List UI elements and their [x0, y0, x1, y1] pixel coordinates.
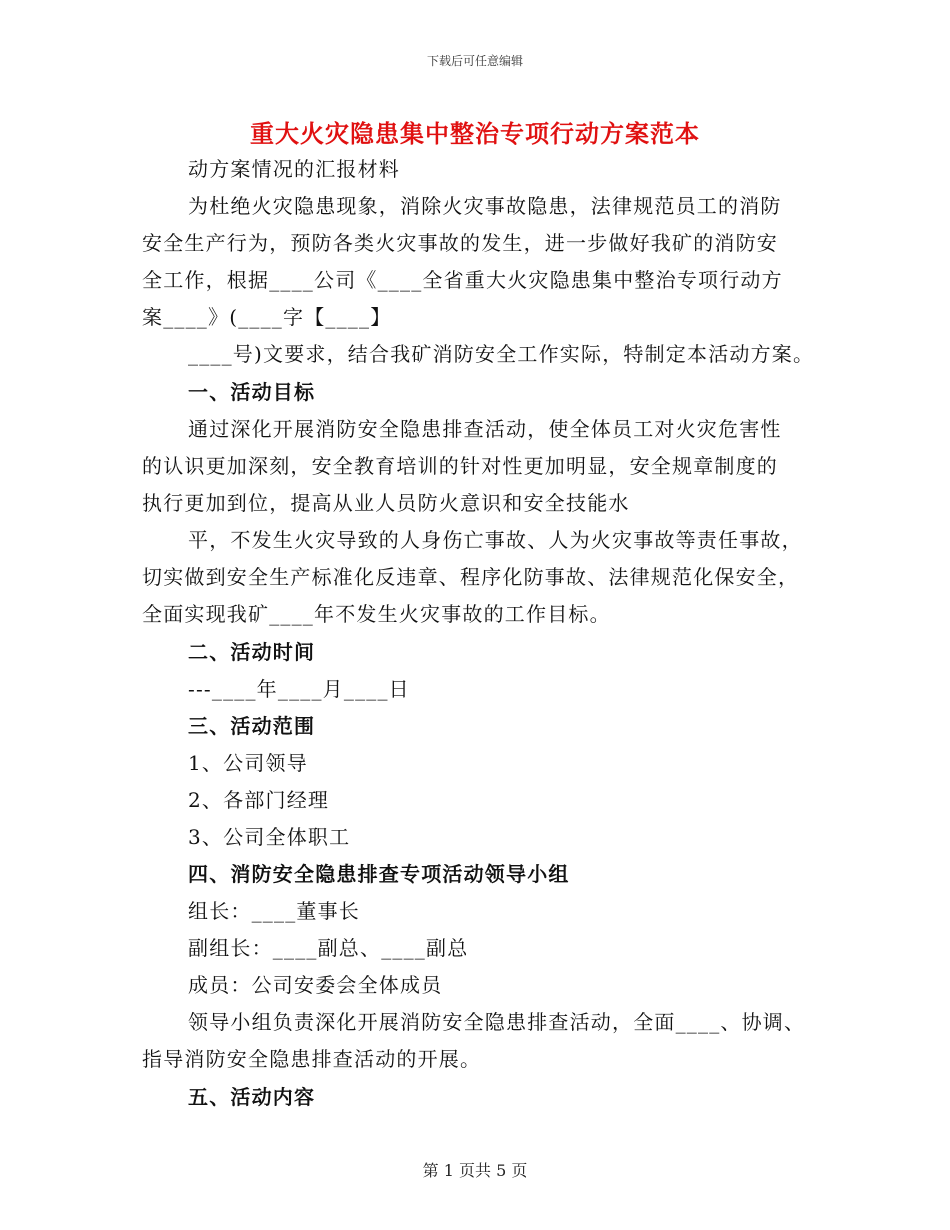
page-number: 第 1 页共 5 页: [422, 1161, 528, 1180]
body-line: ____号)文要求，结合我矿消防安全工作实际，特制定本活动方案。: [188, 342, 815, 366]
body-line: 领导小组负责深化开展消防安全隐患排查活动，全面____、协调、: [188, 1010, 806, 1034]
body-line: 指导消防安全隐患排查活动的开展。: [142, 1047, 482, 1071]
section-heading-content: 五、活动内容: [188, 1085, 316, 1109]
page-header-note: 下载后可任意编辑: [426, 54, 523, 68]
list-item: 2、各部门经理: [188, 788, 330, 812]
section-heading-scope: 三、活动范围: [188, 714, 316, 738]
body-line: 的认识更加深刻，安全教育培训的针对性更加明显，安全规章制度的: [142, 454, 778, 478]
body-line: 全工作，根据____公司《____全省重大火灾隐患集中整治专项行动方: [142, 268, 783, 292]
body-line: 组长：____董事长: [188, 899, 360, 923]
body-line: 为杜绝火灾隐患现象，消除火灾事故隐患，法律规范员工的消防: [188, 194, 782, 218]
section-heading-leadership: 四、消防安全隐患排查专项活动领导小组: [188, 862, 570, 886]
body-line: 平，不发生火灾导致的人身伤亡事故、人为火灾事故等责任事故，: [188, 528, 803, 552]
body-line: 通过深化开展消防安全隐患排查活动，使全体员工对火灾危害性: [188, 417, 782, 441]
body-line: 案____》(____字【____】: [142, 305, 392, 329]
body-line: 执行更加到位，提高从业人员防火意识和安全技能水: [142, 491, 630, 515]
body-line: 安全生产行为，预防各类火灾事故的发生，进一步做好我矿的消防安: [142, 231, 778, 255]
section-heading-time: 二、活动时间: [188, 640, 316, 664]
body-line: 副组长：____副总、____副总: [188, 936, 469, 960]
body-line: 动方案情况的汇报材料: [188, 157, 400, 181]
body-line: 全面实现我矿____年不发生火灾事故的工作目标。: [142, 602, 611, 626]
body-line: ---____年____月____日: [188, 677, 410, 701]
list-item: 1、公司领导: [188, 751, 308, 775]
document-title: 重大火灾隐患集中整治专项行动方案范本: [250, 119, 700, 148]
list-item: 3、公司全体职工: [188, 825, 351, 849]
section-heading-objective: 一、活动目标: [188, 380, 316, 404]
body-line: 成员：公司安委会全体成员: [188, 973, 443, 997]
body-line: 切实做到安全生产标准化反违章、程序化防事故、法律规范化保安全，: [142, 565, 800, 589]
